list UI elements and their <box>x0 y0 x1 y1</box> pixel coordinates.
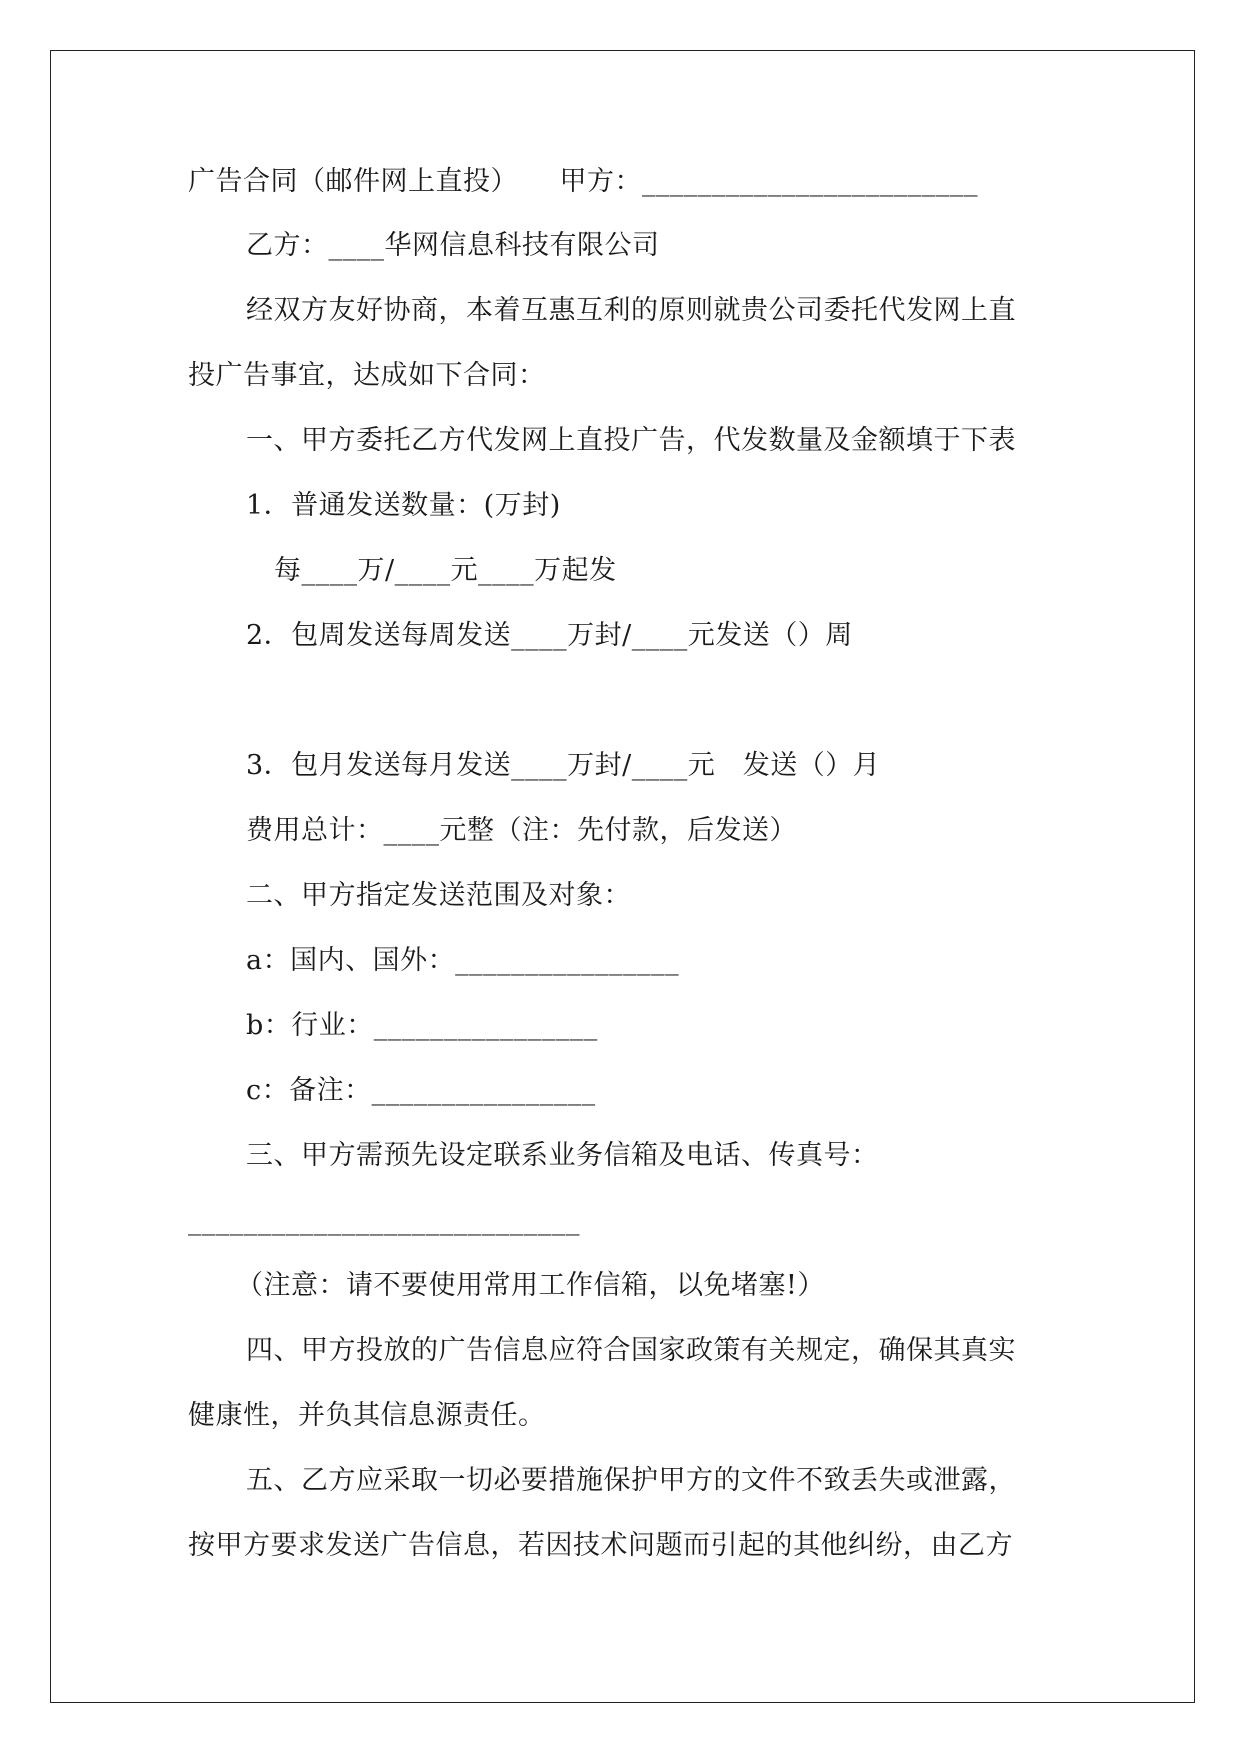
clause-1-item-3: 3．包月发送每月发送____万封/____元 发送（）月 <box>246 750 881 781</box>
contract-title-line: 广告合同（邮件网上直投） 甲方：________________________ <box>188 166 978 197</box>
party-b-line: 乙方：____华网信息科技有限公司 <box>246 230 660 261</box>
clause-2-item-a: a：国内、国外：________________ <box>246 945 680 976</box>
clause-1-heading: 一、甲方委托乙方代发网上直投广告，代发数量及金额填于下表 <box>246 425 1016 456</box>
clause-1-item-1-detail: 每____万/____元____万起发 <box>274 555 617 586</box>
clause-3-heading: 三、甲方需预先设定联系业务信箱及电话、传真号： <box>246 1140 879 1171</box>
paragraph-intro-1: 经双方友好协商，本着互惠互利的原则就贵公司委托代发网上直 <box>246 295 1016 326</box>
clause-4-line-2: 健康性，并负其信息源责任。 <box>188 1400 546 1431</box>
clause-2-item-c: c：备注：________________ <box>246 1075 596 1106</box>
clause-2-item-b: b：行业：________________ <box>246 1010 598 1041</box>
clause-5-line-1: 五、乙方应采取一切必要措施保护甲方的文件不致丢失或泄露， <box>246 1465 1016 1496</box>
clause-2-heading: 二、甲方指定发送范围及对象： <box>246 880 631 911</box>
clause-5-line-2: 按甲方要求发送广告信息，若因技术问题而引起的其他纠纷，由乙方 <box>188 1530 1013 1561</box>
paragraph-intro-2: 投广告事宜，达成如下合同： <box>188 360 546 391</box>
fee-total-line: 费用总计：____元整（注：先付款，后发送） <box>246 815 797 846</box>
clause-1-item-1: 1．普通发送数量：(万封) <box>246 490 561 521</box>
clause-4-line-1: 四、甲方投放的广告信息应符合国家政策有关规定，确保其真实 <box>246 1335 1016 1366</box>
clause-1-item-2: 2．包周发送每周发送____万封/____元发送（）周 <box>246 620 853 651</box>
clause-3-note: （注意：请不要使用常用工作信箱，以免堵塞!） <box>236 1270 825 1301</box>
clause-3-blank: ____________________________ <box>188 1205 580 1236</box>
